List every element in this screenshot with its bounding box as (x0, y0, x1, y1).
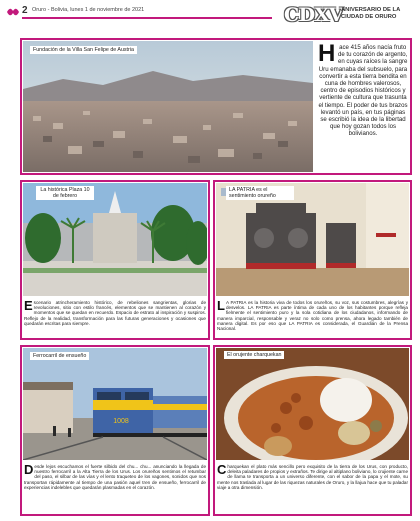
plaza-caption: La histórica Plaza 10 de febrero (36, 186, 94, 200)
plaza-text (24, 300, 206, 338)
city-panorama-photo (23, 41, 313, 172)
charquekan-body: harquekan el plato más sencillo pero exquisito de la tierra de los Urus, con producto, deleita paladares de propios y extraños. Te dirige al altiplano boliviano, lo crujiente carne de llama te transporta a un universo diferente, con el sabor de la papa y el mote, su mente nos traslada al lugar de las riquezas naturales de Oruro, y la llajua hace que tu paladar viaje a otra dimensión. (217, 464, 408, 490)
top-story-photo-caption: Fundación de la Villa San Felipe de Austria (30, 46, 137, 54)
top-story-drop-cap: H (318, 40, 336, 67)
charquekan-text (217, 464, 408, 514)
subtitle-line-2: CIUDAD DE ORURO (341, 14, 397, 20)
charquekan-caption: El orujente charquekan (224, 351, 284, 359)
plaza-body: scenario atrincheramiento histórico, de rebeliones sangrientas, glorias de revoluciones, sitio con estilo francés, elementos que se mantienen al corazón y momentos que se quedan en recuerdo. Espacio de estrato al inspiración y suspiros. Reflejo de la realidad, transformación para las futuras generaciones y ocasiones que quedarán escritas para siempre. (24, 300, 206, 326)
newspaper-logo-icon (6, 6, 20, 18)
charquekan-drop-cap: C (217, 462, 227, 477)
train-drop-cap: D (24, 462, 34, 477)
la-patria-drop-cap: L (217, 298, 225, 313)
special-edition-title: CDXV (284, 4, 344, 26)
la-patria-caption: LA PATRIA es el sentimiento orureño (226, 186, 294, 200)
top-story-text (318, 40, 408, 172)
charquekan-photo (216, 348, 409, 460)
header-rule (22, 17, 272, 19)
page-number: 2 (22, 5, 28, 16)
train-caption: Ferrocarril de ensueño (30, 352, 89, 360)
subtitle-line-1: ANIVERSARIO DE LA (341, 7, 401, 13)
la-patria-text (217, 300, 408, 338)
top-story-body: ace 415 años nacía fruto de tu corazón de argento, en cuyas raíces la sangre Uru emanaba del subsuelo, para convertir a esta tierra bendita en cuna de hombres valerosos, centro de episodios históricos y vertiente de cultura que trasunta el tiempo. El poder de tus brazos levantó un país, en tus páginas se escribió la idea de la libertad que hoy gozan todos los bolivianos. (318, 44, 408, 138)
la-patria-body: A PATRIA es la historia viva de todos los orureños, su voz, sus costumbres, alegrías y desvelos. LA PATRIA es parte íntima de cada uno de los habitantes porque refleja fielmente el sentimiento puro y la sola cotidiana de los ciudadanos, informando de manera imparcial, responsable y veraz no solo como prensa, ahora legado también de manera digital. Es por eso que LA PATRIA es considerada, el Guardián de la Prensa Nacional. (217, 300, 408, 332)
locomotive-number: 1008 (113, 418, 129, 425)
dateline: Oruro - Bolivia, lunes 1 de noviembre de 2021 (32, 7, 145, 13)
special-edition-subtitle (341, 7, 417, 21)
train-text (24, 464, 206, 514)
train-body: esde lejos escuchamos el fuerte silbido del chu... chu... anunciando la llegada de nuestro ferrocarril a la Alta Tierra de los Urus. Los orureños sentimos el retumbar del paso, el silbar de las vías y el lento traqueteo de los vagones, sonidos que nos transportan rápidamente al tiempo de una pasión aquel tren de ensueño, ferrocarril de experiencias indelebles que quedarán plasmadas en el corazón. (24, 464, 206, 490)
train-photo (23, 348, 207, 460)
plaza-drop-cap: E (24, 298, 33, 313)
